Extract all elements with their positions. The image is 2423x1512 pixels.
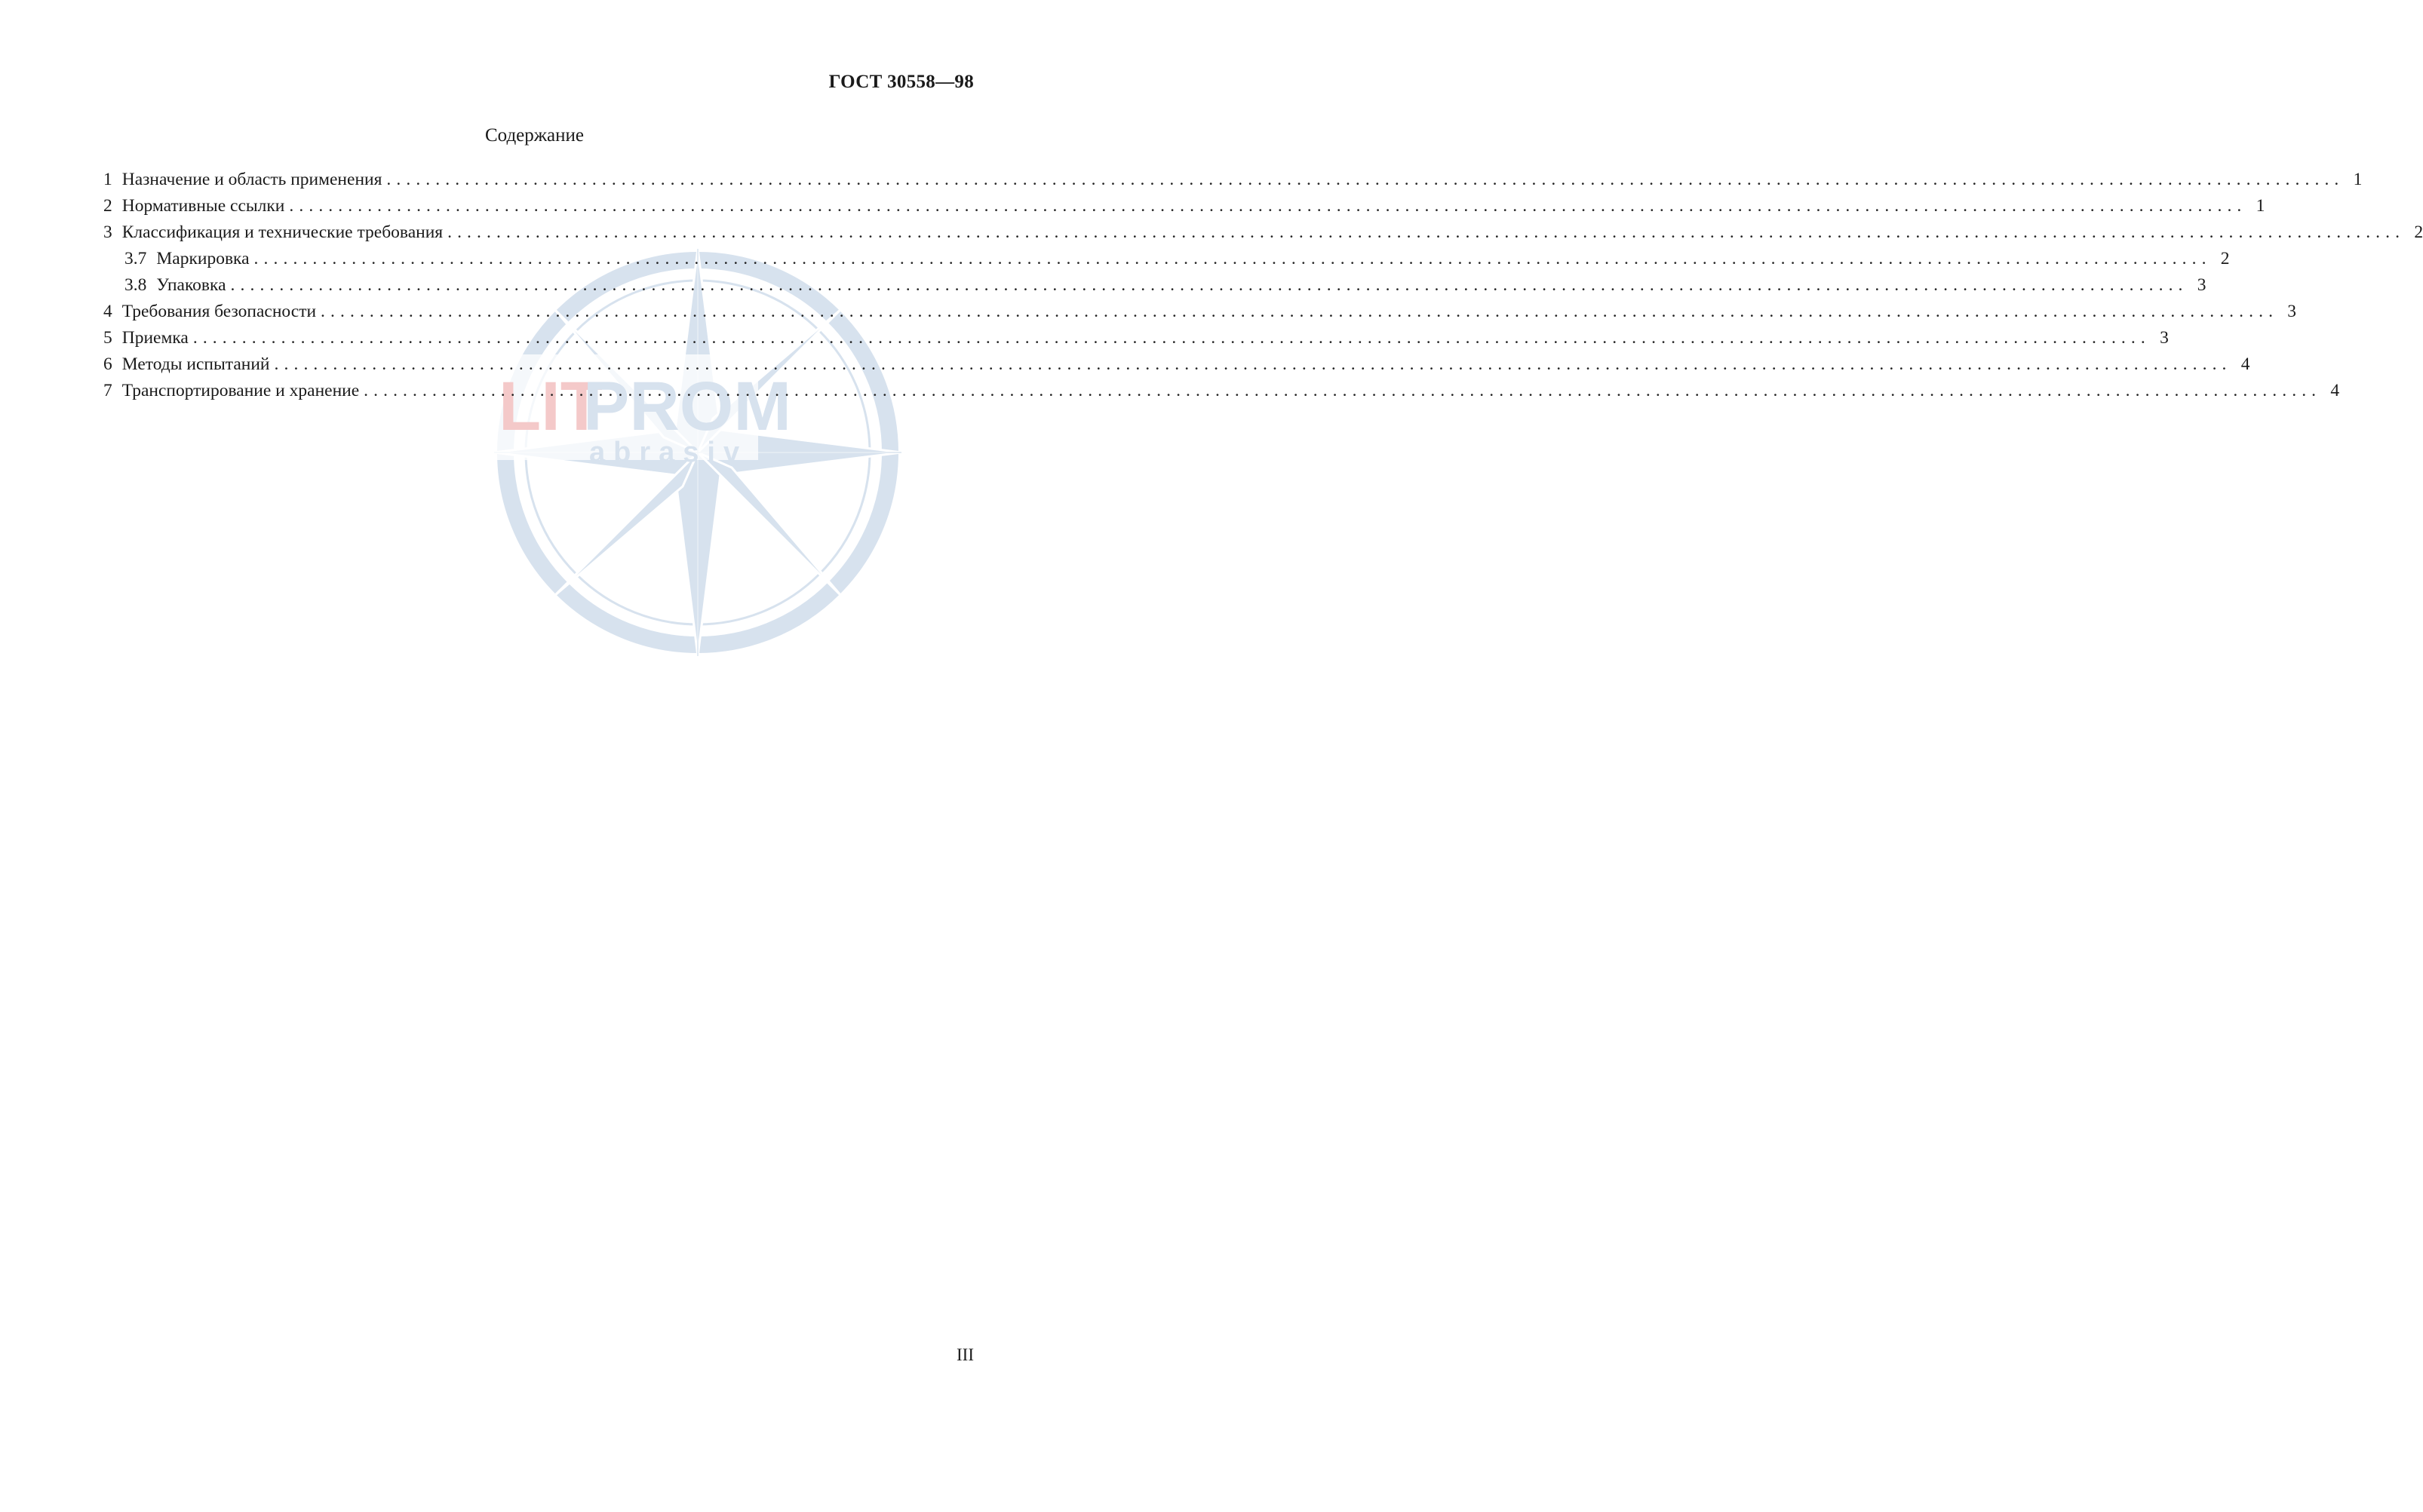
- toc-item-number: 4: [103, 302, 112, 321]
- toc-item-page: 2: [2220, 249, 2230, 268]
- table-of-contents: [103, 167, 2423, 404]
- watermark-text-prom: PROM: [583, 368, 791, 445]
- toc-item-label: Упаковка: [156, 275, 226, 295]
- toc-item-label: Маркировка: [156, 249, 250, 268]
- toc-title: Содержание: [485, 125, 584, 146]
- toc-item-number: 1: [103, 170, 112, 189]
- toc-item-number: 7: [103, 381, 112, 400]
- toc-item-label: Нормативные ссылки: [121, 196, 285, 216]
- toc-item[interactable]: [103, 193, 2265, 219]
- toc-item-label: Транспортирование и хранение: [121, 381, 360, 400]
- toc-item-number: 2: [103, 196, 112, 216]
- toc-item-page: 4: [2330, 381, 2340, 400]
- watermark-text-lit: LIT: [499, 368, 603, 445]
- toc-dot-leader: ........................................................................................................................................................................................................: [274, 354, 2232, 374]
- toc-subitem[interactable]: [103, 272, 2206, 299]
- toc-item-number: 6: [103, 354, 112, 374]
- toc-item-label: Назначение и область применения: [121, 170, 382, 189]
- toc-item[interactable]: [103, 167, 2363, 193]
- toc-dot-leader: ........................................................................................................................................................................................................: [289, 196, 2247, 216]
- toc-item-page: 1: [2256, 196, 2265, 216]
- toc-item-page: 4: [2240, 354, 2250, 374]
- toc-subitem[interactable]: [103, 246, 2230, 272]
- page-number: III: [957, 1345, 974, 1364]
- toc-item-label: Методы испытаний: [121, 354, 270, 374]
- toc-dot-leader: ........................................................................................................................................................................................................: [192, 328, 2151, 348]
- toc-item-page: 3: [2287, 302, 2297, 321]
- toc-item-page: 3: [2197, 275, 2206, 295]
- toc-item-label: Требования безопасности: [121, 302, 317, 321]
- toc-item-number: 3: [103, 222, 112, 242]
- toc-item[interactable]: [103, 299, 2297, 325]
- watermark-text-abrasiv: abrasiv: [589, 437, 748, 468]
- toc-item-label: Классификация и технические требования: [121, 222, 444, 242]
- toc-item[interactable]: [103, 351, 2250, 378]
- toc-dot-leader: ........................................................................................................................................................................................................: [253, 249, 2212, 268]
- toc-item-page: 2: [2414, 222, 2423, 242]
- toc-item[interactable]: [103, 378, 2340, 404]
- toc-item-number: 3.8: [124, 275, 147, 295]
- toc-dot-leader: ........................................................................................................................................................................................................: [386, 170, 2345, 189]
- toc-dot-leader: ........................................................................................................................................................................................................: [321, 302, 2279, 321]
- toc-item-page: 3: [2160, 328, 2169, 348]
- toc-item-number: 3.7: [124, 249, 147, 268]
- toc-item-label: Приемка: [121, 328, 189, 348]
- toc-dot-leader: ........................................................................................................................................................................................................: [364, 381, 2322, 400]
- toc-item-page: 1: [2353, 170, 2363, 189]
- toc-item[interactable]: [103, 325, 2169, 351]
- toc-dot-leader: ........................................................................................................................................................................................................: [230, 275, 2188, 295]
- document-code: ГОСТ 30558—98: [828, 72, 974, 92]
- toc-item-number: 5: [103, 328, 112, 348]
- toc-item[interactable]: [103, 219, 2423, 246]
- toc-dot-leader: ........................................................................................................................................................................................................: [447, 222, 2406, 242]
